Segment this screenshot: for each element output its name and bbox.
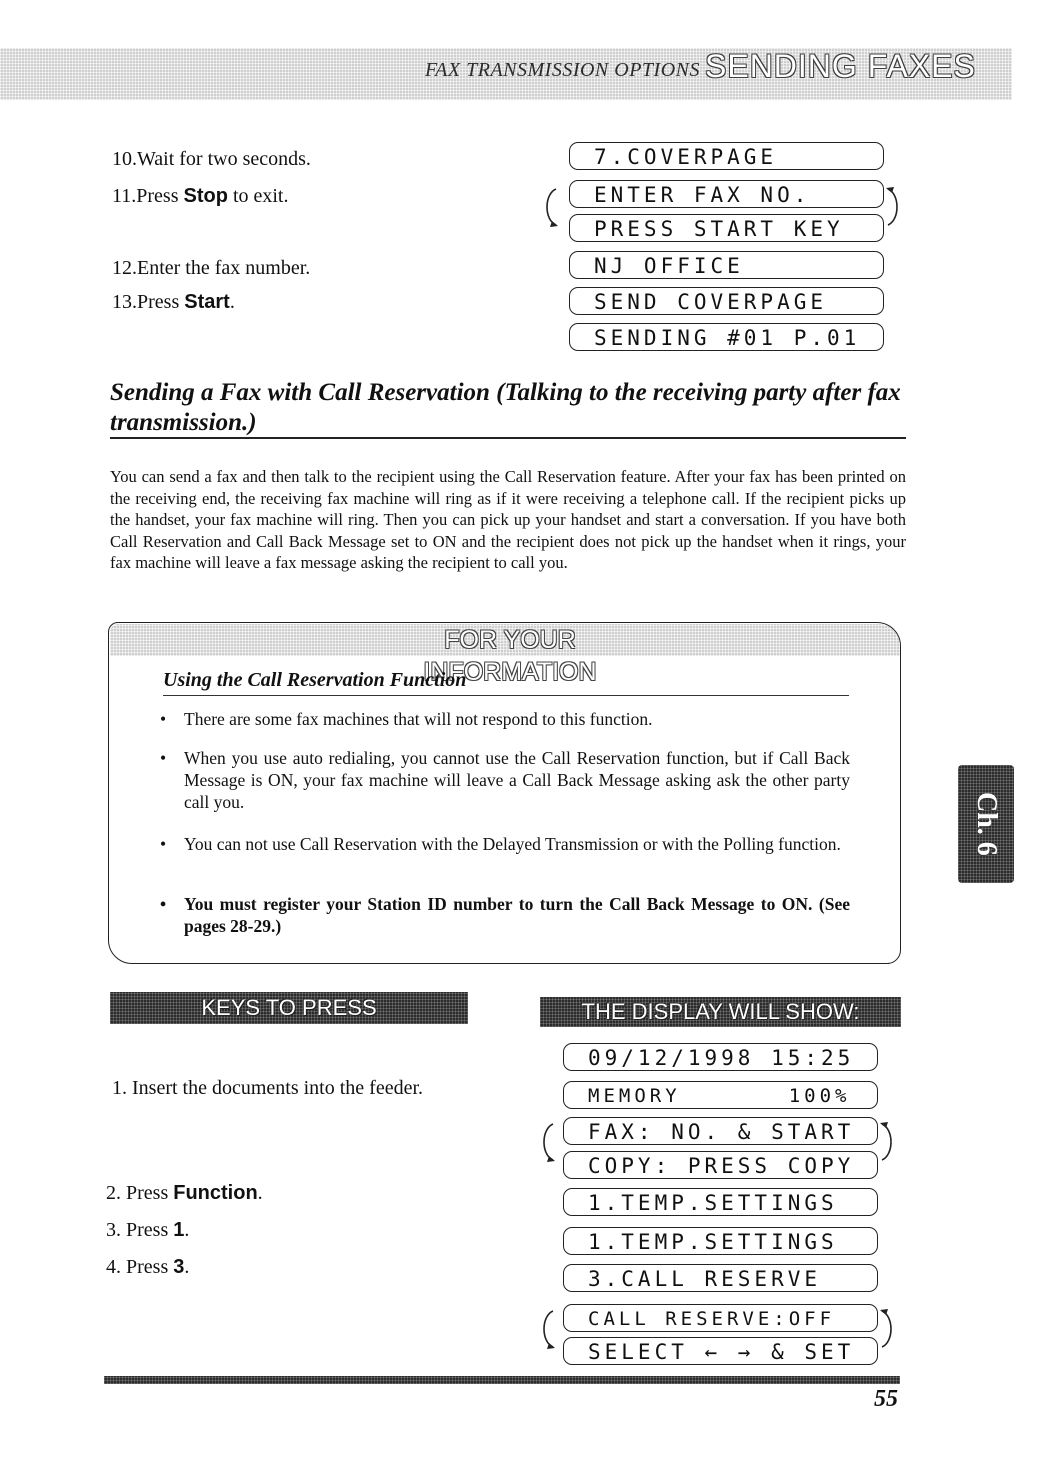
keys-step-3: 3. Press 1. xyxy=(106,1219,190,1241)
keys-step-2: 2. Press Function. xyxy=(106,1182,263,1204)
lcd-temp-settings-2: 1.TEMP.SETTINGS xyxy=(563,1227,878,1255)
lcd-sending: SENDING #01 P.01 xyxy=(569,323,884,351)
top-step-11: 11.Press Stop to exit. xyxy=(112,185,289,207)
info-bullet-1: • There are some fax machines that will not respond to this function. xyxy=(160,709,653,729)
lcd-date-time: 09/12/1998 15:25 xyxy=(563,1043,878,1071)
key-1: 1 xyxy=(173,1219,185,1241)
alternate-left-bracket-icon xyxy=(537,1308,555,1350)
function-key: Function xyxy=(173,1182,258,1204)
alternate-left-bracket-icon xyxy=(537,1121,555,1163)
start-key: Start xyxy=(184,291,230,313)
header-section-label: FAX TRANSMISSION OPTIONS xyxy=(425,59,700,81)
info-subtitle: Using the Call Reservation Function xyxy=(163,669,467,691)
bullet-icon: • xyxy=(160,834,167,854)
lcd-coverpage: 7.COVERPAGE xyxy=(569,142,884,170)
intro-paragraph: You can send a fax and then talk to the recipient using the Call Reservation feature. After your fax has been printed on the receiving end, the receiving fax machine will ring as if it were receiving a telephone call. If the recipient picks up the handset, your fax machine will ring. Then you can pick up your handset and start a conversation. If you have both Call Reservation and Call Back Message set to ON and the recipient does not pick up the handset when it rings, your fax machine will leave a fax message asking the recipient to call you. xyxy=(110,467,906,572)
alternate-right-bracket-icon xyxy=(880,1308,898,1350)
stop-key: Stop xyxy=(183,185,228,207)
chapter-tab-label: Ch. 6 xyxy=(971,792,1002,856)
top-step-13: 13.Press Start. xyxy=(112,291,235,313)
info-divider xyxy=(163,695,849,696)
display-title: THE DISPLAY WILL SHOW: xyxy=(581,999,860,1024)
lcd-call-reserve: 3.CALL RESERVE xyxy=(563,1264,878,1292)
lcd-nj-office: NJ OFFICE xyxy=(569,251,884,279)
lcd-copy-press-copy: COPY: PRESS COPY xyxy=(563,1151,878,1179)
footer-rule xyxy=(104,1376,900,1384)
alternate-right-bracket-icon xyxy=(886,186,904,228)
section-title: Sending a Fax with Call Reservation (Talking to the receiving party after fax transmission.) xyxy=(110,379,901,436)
keys-step-1: 1. Insert the documents into the feeder. xyxy=(112,1077,424,1099)
alternate-right-bracket-icon xyxy=(880,1121,898,1163)
top-step-12: 12.Enter the fax number. xyxy=(112,257,311,279)
alternate-left-bracket-icon xyxy=(540,186,558,228)
lcd-press-start-key: PRESS START KEY xyxy=(569,214,884,242)
section-divider xyxy=(110,437,906,439)
lcd-send-coverpage: SEND COVERPAGE xyxy=(569,287,884,315)
info-title: FOR YOUR INFORMATION xyxy=(423,626,597,686)
lcd-enter-fax-no: ENTER FAX NO. xyxy=(569,180,884,208)
bullet-icon: • xyxy=(160,709,167,729)
bullet-icon: • xyxy=(160,894,167,914)
info-bullet-3: • You can not use Call Reservation with the Delayed Transmission or with the Polling function. xyxy=(160,834,841,854)
keys-step-4: 4. Press 3. xyxy=(106,1256,190,1278)
lcd-temp-settings-1: 1.TEMP.SETTINGS xyxy=(563,1188,878,1216)
info-bullet-4: • You must register your Station ID number to turn the Call Back Message to ON. (See pages 28-29.) xyxy=(160,894,850,936)
page-number: 55 xyxy=(874,1386,898,1412)
keys-title: KEYS TO PRESS xyxy=(201,995,377,1020)
bullet-icon: • xyxy=(160,748,167,768)
lcd-fax-no-start: FAX: NO. & START xyxy=(563,1117,878,1145)
lcd-select-set: SELECT ← → & SET xyxy=(563,1337,878,1365)
key-3: 3 xyxy=(173,1256,185,1278)
lcd-call-reserve-off: CALL RESERVE:OFF xyxy=(563,1304,878,1332)
info-bullet-2: • When you use auto redialing, you cannot use the Call Reservation function, but if Call Back Message is ON, your fax machine will leave a Call Back Message asking ask the other party call you. xyxy=(160,748,850,812)
header-chapter-title: SENDING FAXES xyxy=(705,48,976,84)
lcd-memory: MEMORY 100% xyxy=(563,1081,878,1109)
top-step-10: 10.Wait for two seconds. xyxy=(112,148,311,170)
